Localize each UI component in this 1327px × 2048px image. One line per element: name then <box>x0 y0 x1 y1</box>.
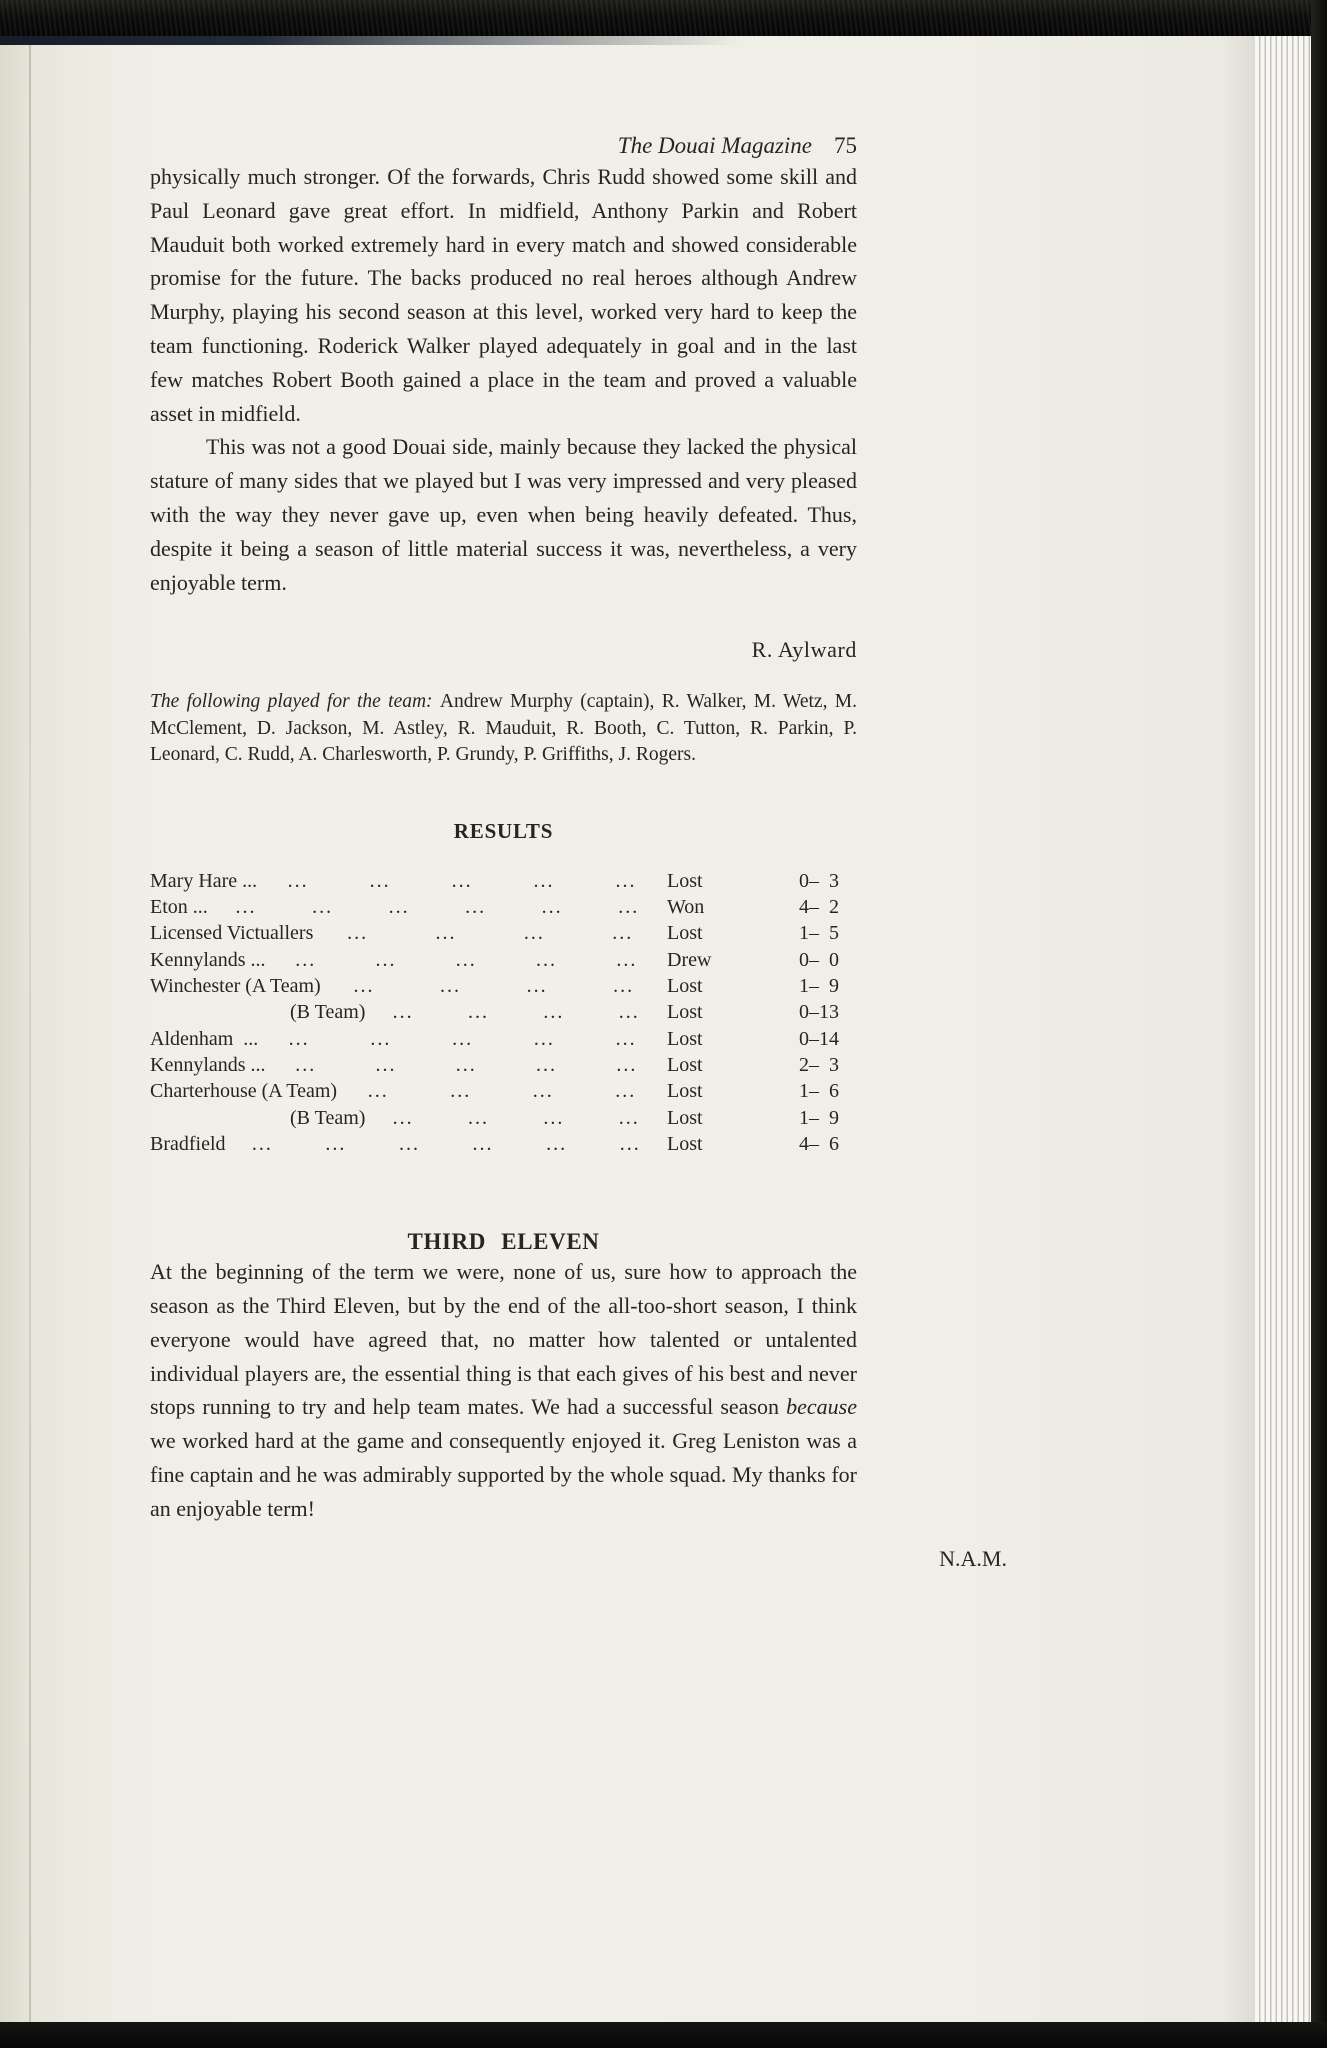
match-result: Lost <box>667 1132 703 1155</box>
leader-dots: ... <box>615 1027 637 1050</box>
match-result: Lost <box>667 922 703 945</box>
results-row <box>150 1078 857 1104</box>
leader-dots: ... <box>288 1027 310 1050</box>
first-eleven-summary-paragraph: This was not a good Douai side, mainly because they lacked the physical stature of many sides that we played but I was very impressed and very pleased with the way they never gave up, even when being heavily defeated. Thus, despite it being a season of little material success it was, nevertheless, a very enjoyable term. <box>150 434 857 595</box>
results-row <box>150 894 857 920</box>
match-result: Lost <box>667 1053 703 1076</box>
opponent-name: (B Team) <box>290 1001 366 1024</box>
leader-dots: ... <box>325 1132 347 1155</box>
results-row <box>150 999 857 1025</box>
leader-dots: ... <box>523 922 545 945</box>
match-result: Lost <box>667 869 703 892</box>
book-cover-bottom-edge <box>0 2022 1327 2048</box>
book-cover-top-edge <box>0 0 1327 36</box>
opponent-name: Eton ... <box>150 896 208 919</box>
dot-leader <box>266 947 667 973</box>
results-row <box>150 1052 857 1078</box>
results-row <box>150 1131 857 1157</box>
leader-dots: ... <box>369 869 391 892</box>
italic-text-segment: The following played for the team: <box>150 691 440 713</box>
match-score: 1– 5 <box>799 922 839 945</box>
leader-dots: ... <box>451 869 473 892</box>
leader-dots: ... <box>615 1080 637 1103</box>
leader-dots: ... <box>367 1080 389 1103</box>
opponent-name: Kennylands ... <box>150 1053 266 1076</box>
match-result: Lost <box>667 1001 703 1024</box>
dot-leader <box>365 999 667 1025</box>
leader-dots: ... <box>347 922 369 945</box>
leader-dots: ... <box>287 869 309 892</box>
dot-leader <box>313 920 667 946</box>
match-score: 2– 3 <box>799 1053 839 1076</box>
third-eleven-report-paragraph <box>150 1255 857 1525</box>
leader-dots: ... <box>468 1106 490 1129</box>
leader-dots: ... <box>472 1132 494 1155</box>
page-content <box>150 36 1007 1572</box>
leader-dots: ... <box>533 1027 555 1050</box>
leader-dots: ... <box>392 1106 414 1129</box>
third-eleven-heading: THIRD ELEVEN <box>407 1229 600 1255</box>
leader-dots: ... <box>533 869 555 892</box>
opponent-name: Aldenham ... <box>150 1027 259 1050</box>
leader-dots: ... <box>435 922 457 945</box>
leader-dots: ... <box>375 1053 397 1076</box>
dot-leader <box>258 1026 667 1052</box>
leader-dots: ... <box>251 1132 273 1155</box>
text-segment: Andrew Murphy (captain), R. Walker, M. Wetz, M. McClement, D. Jackson, M. Astley, R. Mauduit, R. Booth, C. Tutton, R. Parkin, P. Leonard, C. Rudd, A. Charlesworth, P. Grundy, P. Griffiths, J. Rogers. <box>150 691 857 766</box>
leader-dots: ... <box>450 1080 472 1103</box>
dot-leader <box>226 1131 667 1157</box>
leader-dots: ... <box>526 975 548 998</box>
leader-dots: ... <box>543 1106 565 1129</box>
leader-dots: ... <box>455 948 477 971</box>
page-stack-edge <box>1255 30 1311 2026</box>
leader-dots: ... <box>546 1132 568 1155</box>
results-row <box>150 947 857 973</box>
match-result: Lost <box>667 975 703 998</box>
match-result: Lost <box>667 1106 703 1129</box>
leader-dots: ... <box>392 1001 414 1024</box>
match-score: 1– 9 <box>799 1106 839 1129</box>
leader-dots: ... <box>616 1053 638 1076</box>
results-row <box>150 973 857 999</box>
leader-dots: ... <box>532 1080 554 1103</box>
leader-dots: ... <box>615 869 637 892</box>
leader-dots: ... <box>536 948 558 971</box>
leader-dots: ... <box>440 975 462 998</box>
match-result: Lost <box>667 1027 703 1050</box>
results-row <box>150 920 857 946</box>
dot-leader <box>337 1078 667 1104</box>
dot-leader <box>266 1052 667 1078</box>
leader-dots: ... <box>541 896 563 919</box>
leader-dots: ... <box>370 1027 392 1050</box>
leader-dots: ... <box>353 975 375 998</box>
magazine-title: The Douai Magazine <box>617 133 812 158</box>
page-number: 75 <box>834 133 857 158</box>
results-heading: RESULTS <box>453 818 554 843</box>
opponent-name: Winchester (A Team) <box>150 975 321 998</box>
match-score: 0–14 <box>799 1027 839 1050</box>
leader-dots: ... <box>613 975 635 998</box>
match-score: 1– 6 <box>799 1080 839 1103</box>
leader-dots: ... <box>612 922 634 945</box>
match-score: 0–13 <box>799 1001 839 1024</box>
dot-leader <box>208 894 667 920</box>
leader-dots: ... <box>465 896 487 919</box>
leader-dots: ... <box>619 1132 641 1155</box>
opponent-name: Licensed Victuallers <box>150 922 314 945</box>
leader-dots: ... <box>452 1027 474 1050</box>
results-row <box>150 868 857 894</box>
leader-dots: ... <box>468 1001 490 1024</box>
leader-dots: ... <box>616 948 638 971</box>
opponent-name: Mary Hare ... <box>150 869 258 892</box>
match-result: Won <box>667 896 705 919</box>
first-eleven-report-paragraph: physically much stronger. Of the forwards, Chris Rudd showed some skill and Paul Leonard gave great effort. In midfield, Anthony Parkin and Robert Mauduit both worked extremely hard in every match and showed considerable promise for the future. The backs produced no real heroes although Andrew Murphy, playing his second season at this level, worked very hard to keep the team functioning. Roderick Walker played adequately in goal and in the last few matches Robert Booth gained a place in the team and proved a valuable asset in midfield. <box>150 164 857 426</box>
leader-dots: ... <box>312 896 334 919</box>
leader-dots: ... <box>455 1053 477 1076</box>
running-header <box>150 132 857 160</box>
leader-dots: ... <box>388 896 410 919</box>
leader-dots: ... <box>295 948 317 971</box>
opponent-name: Charterhouse (A Team) <box>150 1080 338 1103</box>
match-result: Drew <box>667 948 712 971</box>
leader-dots: ... <box>536 1053 558 1076</box>
results-row <box>150 1026 857 1052</box>
nam-signature: N.A.M. <box>939 1545 1007 1571</box>
leader-dots: ... <box>295 1053 317 1076</box>
leader-dots: ... <box>543 1001 565 1024</box>
text-segment: we worked hard at the game and consequently enjoyed it. Greg Leniston was a fine captain and he was admirably supported by the whole squad. My thanks for an enjoyable term! <box>150 1428 857 1521</box>
italic-text-segment: because <box>786 1394 857 1420</box>
leader-dots: ... <box>375 948 397 971</box>
results-row <box>150 1105 857 1131</box>
dot-leader <box>321 973 667 999</box>
leader-dots: ... <box>235 896 257 919</box>
dot-leader <box>257 868 667 894</box>
team-list-paragraph <box>150 689 857 769</box>
leader-dots: ... <box>618 1106 640 1129</box>
leader-dots: ... <box>618 896 640 919</box>
opponent-name: (B Team) <box>290 1106 366 1129</box>
opponent-name: Kennylands ... <box>150 948 266 971</box>
dot-leader <box>365 1105 667 1131</box>
match-score: 0– 3 <box>799 869 839 892</box>
leader-dots: ... <box>618 1001 640 1024</box>
match-score: 1– 9 <box>799 975 839 998</box>
aylward-signature: R. Aylward <box>751 637 857 663</box>
text-segment: At the beginning of the term we were, none of us, sure how to approach the season as the Third Eleven, but by the end of the all-too-short season, I think everyone would have agreed that, no matter how talented or untalented individual players are, the essential thing is that each gives of his best and never stops running to try and help team mates. We had a successful season <box>150 1259 857 1420</box>
results-table <box>150 868 857 1157</box>
match-score: 0– 0 <box>799 948 839 971</box>
match-score: 4– 2 <box>799 896 839 919</box>
leader-dots: ... <box>398 1132 420 1155</box>
match-score: 4– 6 <box>799 1132 839 1155</box>
opponent-name: Bradfield <box>150 1132 226 1155</box>
match-result: Lost <box>667 1080 703 1103</box>
book-cover-right-edge <box>1311 0 1327 2048</box>
